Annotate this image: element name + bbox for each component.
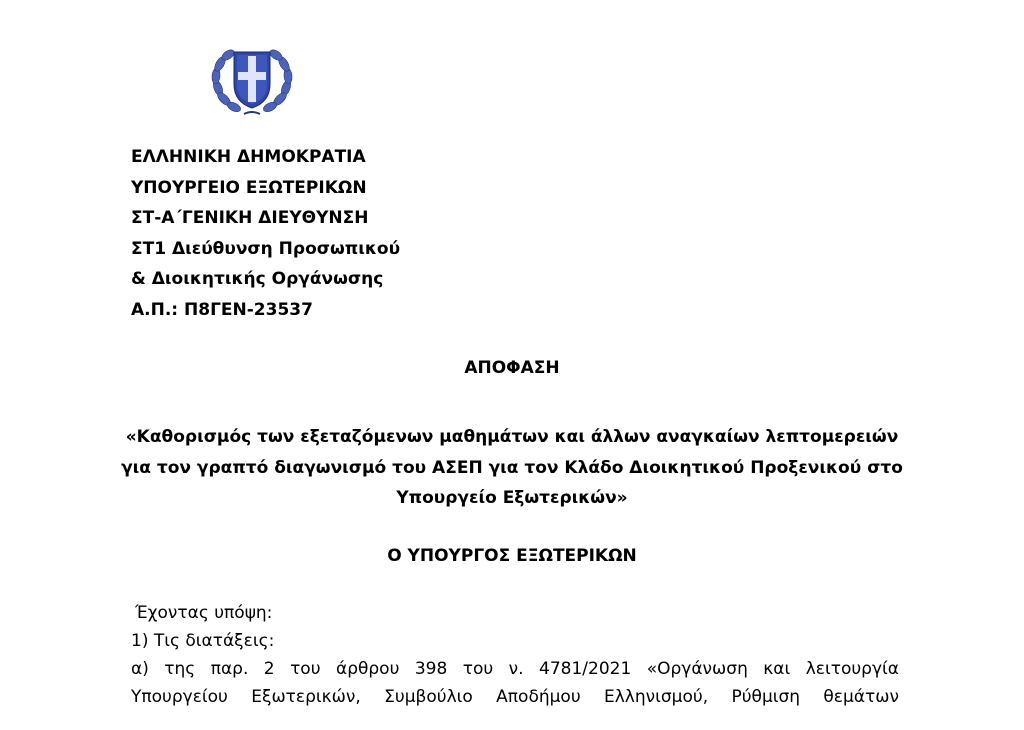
decision-subject xyxy=(0,422,1024,514)
considering-line: Έχοντας υπόψη: xyxy=(135,603,273,623)
document-body xyxy=(131,599,899,711)
minister-heading: Ο ΥΠΟΥΡΓΟΣ ΕΞΩΤΕΡΙΚΩΝ xyxy=(387,546,637,566)
subject-line: Υπουργείο Εξωτερικών» xyxy=(396,488,628,508)
header-line-department: ΣΤ1 Διεύθυνση Προσωπικού xyxy=(131,238,401,259)
header-line-ministry: ΥΠΟΥΡΓΕΙΟ ΕΞΩΤΕΡΙΚΩΝ xyxy=(131,177,367,198)
header-line-directorate: ΣΤ-Α΄ΓΕΝΙΚΗ ΔΙΕΥΘΥΝΣΗ xyxy=(131,208,369,228)
header-line-republic: ΕΛΛΗΝΙΚΗ ΔΗΜΟΚΡΑΤΙΑ xyxy=(131,147,366,167)
subject-line: για τον γραπτό διαγωνισμό του ΑΣΕΠ για τον Κλάδο Διοικητικού Προξενικού στο xyxy=(121,457,903,478)
header-line-organization: & Διοικητικής Οργάνωσης xyxy=(131,269,384,289)
paragraph-a-line: α) της παρ. 2 του άρθρου 398 του ν. 4781/2021 «Οργάνωση και λειτουργία xyxy=(131,659,899,679)
issuer-header xyxy=(131,142,400,325)
header-line-protocol-number: Α.Π.: Π8ΓΕΝ-23537 xyxy=(131,299,313,320)
paragraph-a-line: Υπουργείου Εξωτερικών, Συμβούλιο Αποδήμου Ελληνισμού, Ρύθμιση θεμάτων xyxy=(131,687,899,707)
greek-coat-of-arms-icon xyxy=(204,44,300,118)
subject-line: «Καθορισμός των εξεταζόμενων μαθημάτων και άλλων αναγκαίων λεπτομερειών xyxy=(125,427,899,447)
decision-title: ΑΠΟΦΑΣΗ xyxy=(464,358,560,378)
provisions-item: 1) Τις διατάξεις: xyxy=(131,631,275,651)
